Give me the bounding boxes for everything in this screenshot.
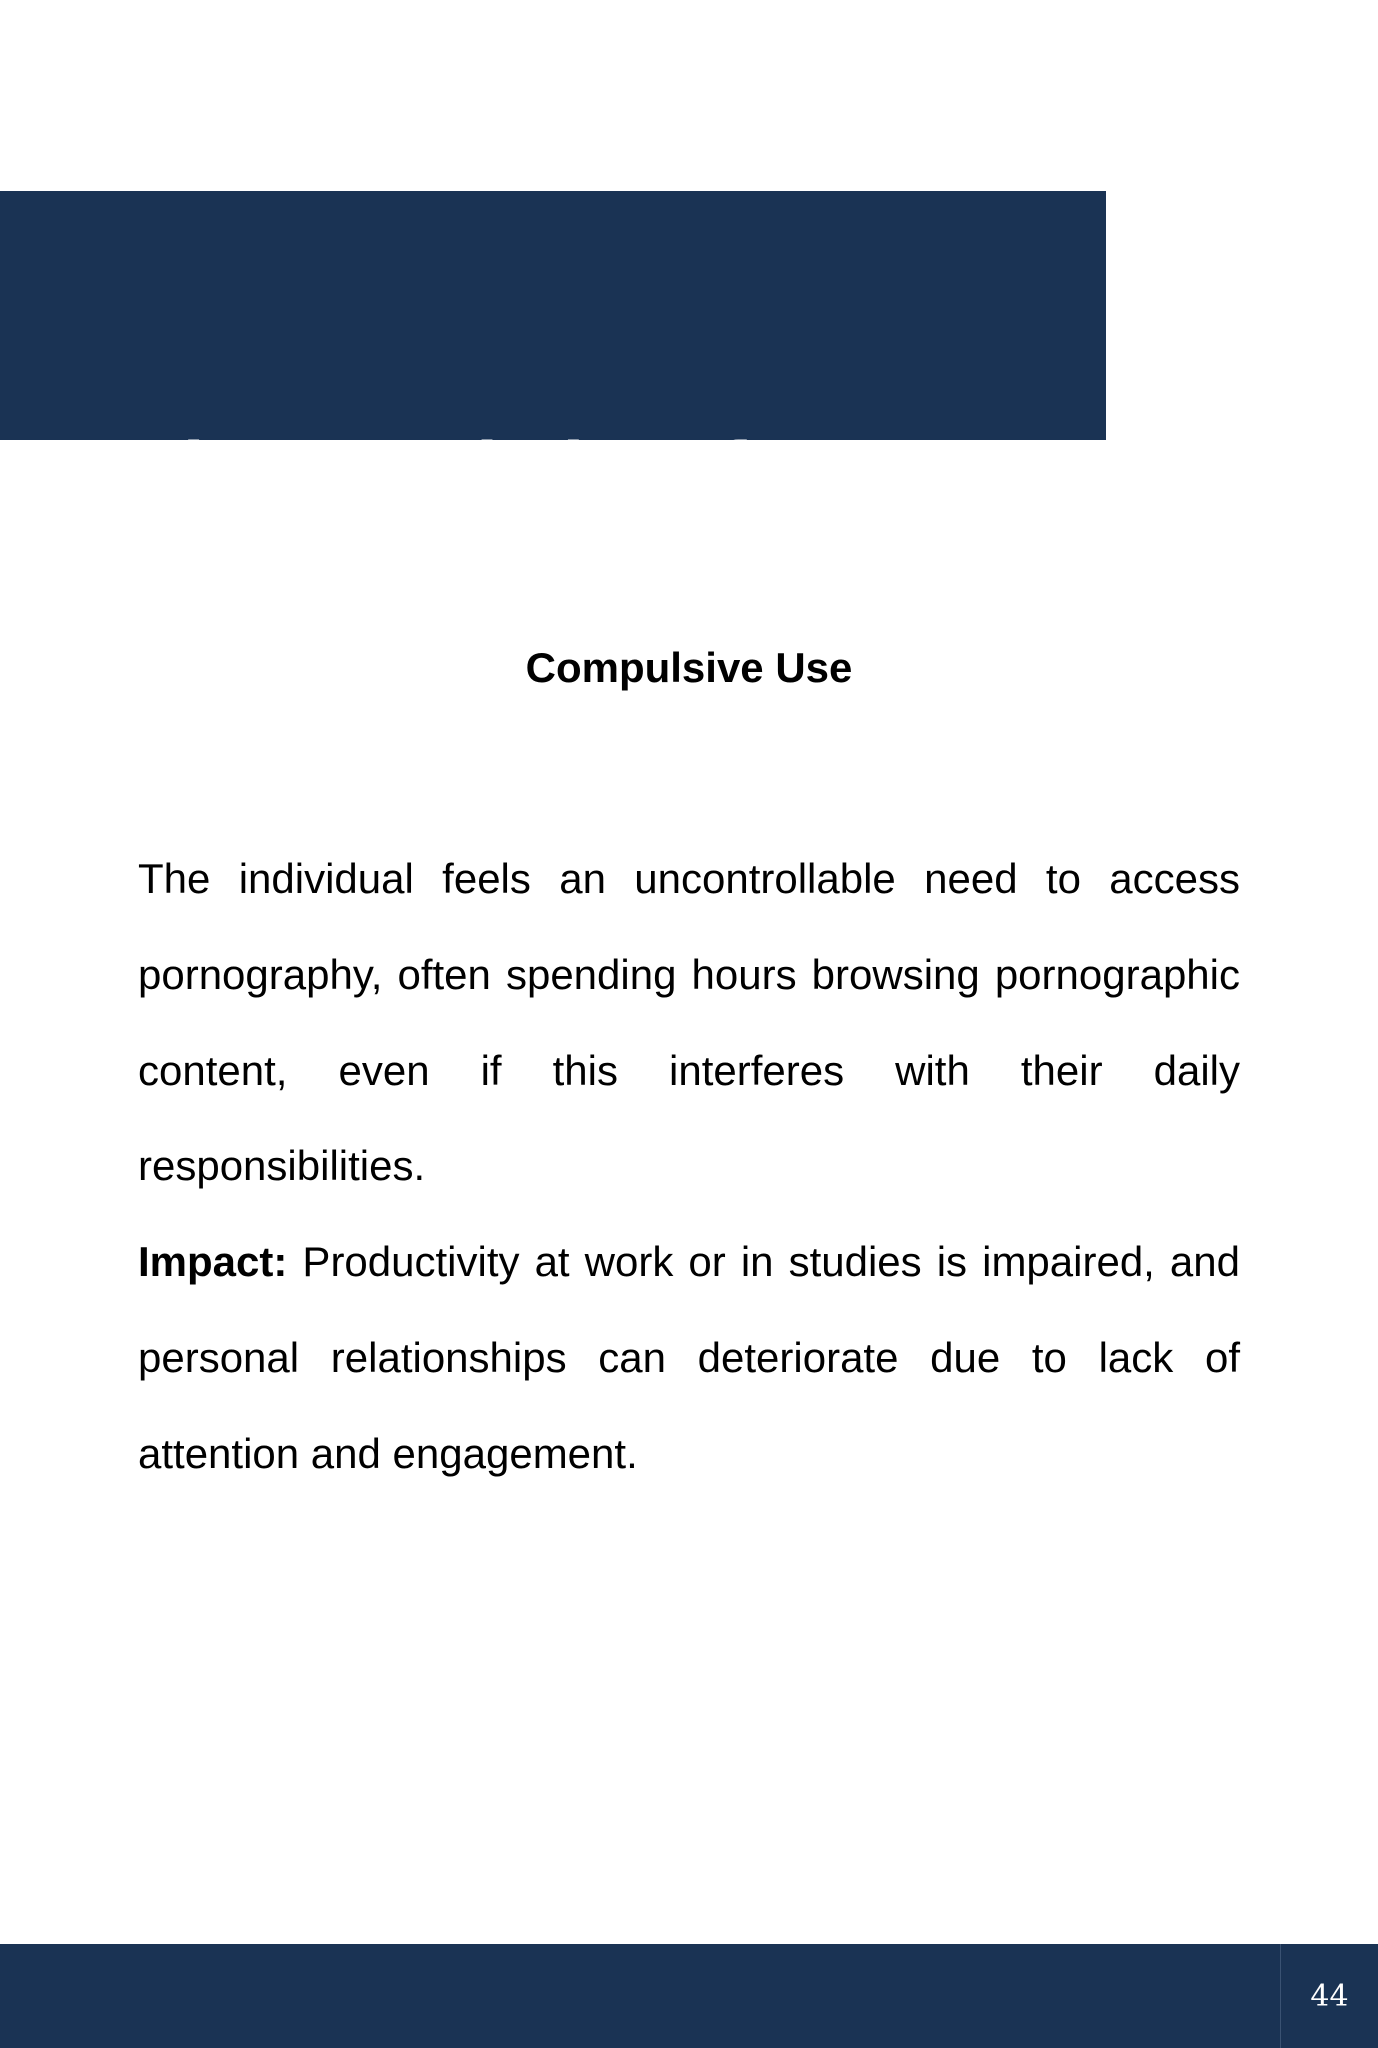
impact-paragraph <box>138 1214 1240 1501</box>
impact-text: Productivity at work or in studies is impaired, and personal relationships can deteriorate due to lack of attention and engagement. <box>138 1238 1240 1477</box>
page-title-line-2: Pornography Addiction <box>138 491 846 564</box>
section-heading: Compulsive Use <box>525 644 853 691</box>
description-paragraph: The individual feels an uncontrollable need to access pornography, often spending hours browsing pornographic content, even if this interferes with their daily responsibilities. <box>138 855 1240 1190</box>
page-number-box <box>1280 1944 1378 2048</box>
body-text <box>138 831 1240 1502</box>
impact-label: Impact: <box>138 1238 288 1286</box>
page-number: 44 <box>1310 1978 1349 2014</box>
title-banner <box>0 191 1106 564</box>
footer-bar <box>0 1944 1378 2048</box>
page-title-line-1: Characteristics of <box>138 429 746 502</box>
